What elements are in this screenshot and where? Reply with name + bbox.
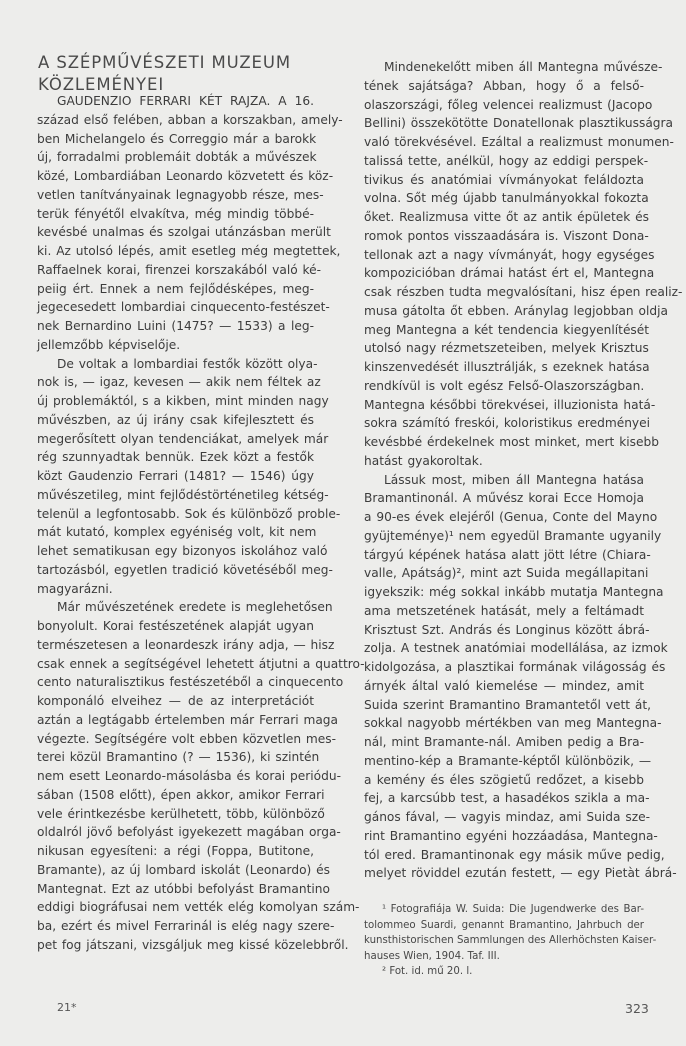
text-line: nok is, — igaz, kevesen — akik nem féltek az — [37, 375, 321, 390]
text-line: eddigi biográfusai nem vették elég komolyan szám- — [37, 900, 360, 915]
text-line: vetlen tanítványainak legnagyobb része, mes- — [37, 187, 324, 202]
journal-title-line-1: A SZÉPMŰVÉSZETI MUZEUM — [38, 53, 291, 72]
text-line: Suida szerint Bramantino Bramantetől vett át, — [364, 697, 652, 712]
text-line: a kemény és éles szögietű redőzet, a kisebb — [364, 772, 644, 787]
text-line: árnyék által való kiemelése — mindez, amit — [364, 678, 644, 693]
text-line: oldalról jövő befolyást igyekezett magában orga- — [37, 825, 341, 840]
text-line: nem esett Leonardo-másolásba és korai periódu- — [37, 769, 341, 783]
text-line: cento naturalisztikus festészetéből a cinquecento — [37, 675, 344, 690]
text-line: fej, a karcsúbb test, a hasadékos szikla a ma- — [364, 791, 650, 806]
text-line: Már művészetének eredete is meglehetősen — [57, 600, 333, 615]
text-line: végezte. Segítségére volt ebben közvetlen mes- — [37, 731, 337, 746]
text-line: peiig ért. Ennek a nem fejlődésképes, meg- — [37, 281, 314, 296]
text-line: magyarázni. — [37, 581, 113, 596]
text-line: nikusan egyesíteni: a régi (Foppa, Butitone, — [37, 844, 314, 858]
text-line: tárgyú képének hatása alatt jött létre (Chiara- — [364, 547, 651, 562]
text-line: őket. Realizmusa vitte őt az antik épületek és — [364, 210, 650, 224]
text-line: meg Mantegna a két tendencia kiegyenlítését — [364, 322, 650, 337]
text-line: tól ered. Bramantinonak egy másik műve pedig, — [364, 847, 665, 862]
text-line: vele érintkezésbe kerülhetett, több, különböző — [37, 806, 325, 821]
text-line: ki. Az utolsó lépés, amit esetleg még megtettek, — [37, 244, 341, 258]
text-line: jellemzőbb képviselője. — [37, 337, 181, 352]
text-line: talissá tette, anélkül, hogy az eddigi perspek- — [364, 153, 649, 168]
text-line: komponáló elveihez — de az interpretációt — [37, 694, 314, 708]
text-line: volna. Sőt még újabb tanulmányokkal fokozta — [364, 191, 649, 206]
text-line: kunsthistorischen Sammlungen des Allerhöchsten Kaiser- — [364, 935, 657, 946]
text-line: sokra számító freskói, koloristikus eredményei — [364, 416, 651, 431]
text-line: terei közül Bramantino (? — 1536), ki szintén — [37, 750, 320, 765]
text-line: ba, ezért és mivel Ferrarinál is elég nagy szere- — [37, 919, 335, 933]
text-line: lehet sematikusan egy bizonyos iskolához való — [37, 544, 328, 558]
text-line: század első felében, abban a korszakban, amely- — [37, 112, 343, 127]
journal-title-line-2: KÖZLEMÉNYEI — [38, 75, 165, 94]
text-line: utolsó nagy rézmetszeteiben, melyek Krisztus — [364, 341, 649, 356]
text-line: mentino-kép a Bramante-képtől különbözik, — — [364, 753, 652, 768]
text-line: új problemáktól, s a kikben, mint minden nagy — [37, 394, 329, 408]
text-line: új, forradalmi problemáit dobták a művészek — [37, 150, 317, 165]
text-line: a 90-es évek elejéről (Genua, Conte del Mayno — [364, 510, 658, 524]
text-line: kinszenvedését illusztrálják, s ezeknek hatása — [364, 360, 650, 374]
text-line: zolja. A testnek anatómiai modellálása, az izmok — [364, 641, 668, 656]
text-line: kevésbé unalmas és szolgai utánzásban merült — [37, 225, 331, 240]
text-line: ² Fot. id. mű 20. l. — [382, 966, 473, 977]
text-line: természetesen a leonardeszk irány adja, — hisz — [37, 637, 335, 652]
text-line: nek Bernardino Luini (1475? — 1533) a leg- — [37, 319, 314, 333]
text-line: ¹ Fotografiája W. Suida: Die Jugendwerke des Bar- — [382, 904, 644, 915]
text-line: rendkívül is volt egész Felső-Olaszországban. — [364, 378, 645, 393]
text-line: közt Gaudenzio Ferrari (1481? — 1546) úgy — [37, 469, 314, 483]
text-line: ben Michelangelo és Correggio már a barokk — [37, 131, 317, 146]
text-line: hauses Wien, 1904. Taf. III. — [364, 950, 500, 962]
text-line: kevésbbé érdekelnek most minket, mert kisebb — [364, 435, 659, 449]
text-line: Bellini) összekötötte Donatellonak plasztikusságra — [364, 116, 674, 131]
text-line: musa gátolta őt ebben. Aránylag legjobban oldja — [364, 303, 668, 318]
text-line: kompozicióban drámai hatást ért el, Mantegna — [364, 266, 655, 281]
text-line: művészben, az új irány csak kifejlesztett és — [37, 412, 314, 427]
text-line: nál, mint Bramante-nál. Amiben pedig a Bra- — [364, 735, 644, 749]
text-line: Mindenekelőtt miben áll Mantegna művésze- — [384, 60, 663, 74]
text-line: megerősített olyan tendenciákat, amelyek már — [37, 431, 329, 446]
text-line: rég szunnyadtak bennük. Ezek közt a festők — [37, 450, 314, 465]
text-line: gyüjteménye)¹ nem egyedül Bramante ugyanily — [364, 528, 662, 543]
text-line: melyet röviddel ezután festett, — egy Pietàt ábrá- — [364, 866, 677, 881]
text-line: való törekvésével. Ezáltal a realizmust monumen- — [364, 135, 674, 149]
journal-title — [38, 52, 291, 96]
text-line: valle, Apátság)², mint azt Suida megállapitani — [364, 566, 649, 581]
text-line: ama metszetének hatását, mely a feltámadt — [364, 603, 644, 618]
text-line: aztán a legtágabb értelemben már Ferrari maga — [37, 712, 339, 727]
text-line: Raffaelnek korai, firenzei korszakából való ké- — [37, 262, 322, 277]
text-line: Bramante), az új lombard iskolát (Leonardo) és — [37, 862, 331, 877]
footnotes — [364, 902, 657, 980]
text-line: tartozásból, egyetlen tradició követéséből meg- — [37, 562, 333, 577]
text-line: telenül a legfontosabb. Sok és különböző proble- — [37, 506, 341, 521]
text-line: GAUDENZIO FERRARI KÉT RAJZA. A 16. — [57, 94, 314, 108]
text-line: jegecesedett lombardiai cinquecento-festészet- — [37, 300, 330, 315]
text-line: De voltak a lombardiai festők között olya- — [57, 356, 318, 371]
text-line: tolommeo Suardi, genannt Bramantino, Jahrbuch der — [364, 919, 644, 931]
text-line: mát kutató, komplex egyéniség volt, kit nem — [37, 525, 317, 540]
text-line: művészetileg, mint fejlődéstörténetileg kétség- — [37, 487, 329, 502]
text-line: Lássuk most, miben áll Mantegna hatása — [384, 472, 644, 487]
text-line: Krisztust Szt. András és Longinus között ábrá- — [364, 622, 650, 637]
text-line: olaszországi, főleg velencei realizmust (Jacopo — [364, 97, 653, 112]
left-column — [37, 92, 365, 955]
text-line: pet fog játszani, vizsgáljuk meg kissé közelebbről. — [37, 937, 349, 952]
text-line: Mantegnat. Ezt az utóbbi befolyást Bramantino — [37, 881, 330, 896]
text-line: gános fával, — vagyis mindaz, ami Suida sze- — [364, 810, 650, 824]
text-line: romok pontos visszaadására is. Viszont Dona- — [364, 228, 649, 243]
text-line: csak ennek a segítségével lehetett átjutni a quattro- — [37, 656, 365, 671]
text-line: Bramantinonál. A művész korai Ecce Homoja — [364, 491, 644, 506]
text-line: csak részben tudta megvalósítani, hisz épen realiz- — [364, 285, 683, 299]
text-line: tének sajátsága? Abban, hogy ő a felső- — [364, 78, 644, 93]
text-line: Mantegna későbbi törekvései, illuzionista hatá- — [364, 397, 656, 412]
text-line: hatást gyakoroltak. — [364, 453, 483, 468]
text-line: sokkal nagyobb mértékben van meg Mantegna- — [364, 716, 662, 731]
right-column — [364, 58, 683, 883]
text-line: bonyolult. Korai festészetének alapját ugyan — [37, 619, 314, 633]
page-number: 323 — [625, 1001, 649, 1016]
text-line: igyekszik: még sokkal inkább mutatja Mantegna — [364, 585, 664, 599]
text-line: kidolgozása, a plasztikai formának világosság és — [364, 660, 666, 674]
text-line: terük fényétől elvakítva, még mindig többé- — [37, 206, 314, 221]
text-line: tivikus és anatómiai vívmányokat feláldozta — [364, 172, 644, 187]
text-line: sában (1508 előtt), épen akkor, amikor Ferrari — [37, 787, 325, 802]
text-line: tellonak azt a nagy vívmányát, hogy egységes — [364, 247, 655, 262]
text-line: közé, Lombardiában Leonardo közvetett és köz- — [37, 169, 334, 183]
text-line: rint Bramantino egyéni hozzáadása, Mantegna- — [364, 828, 658, 843]
signature-mark: 21* — [57, 1001, 77, 1014]
